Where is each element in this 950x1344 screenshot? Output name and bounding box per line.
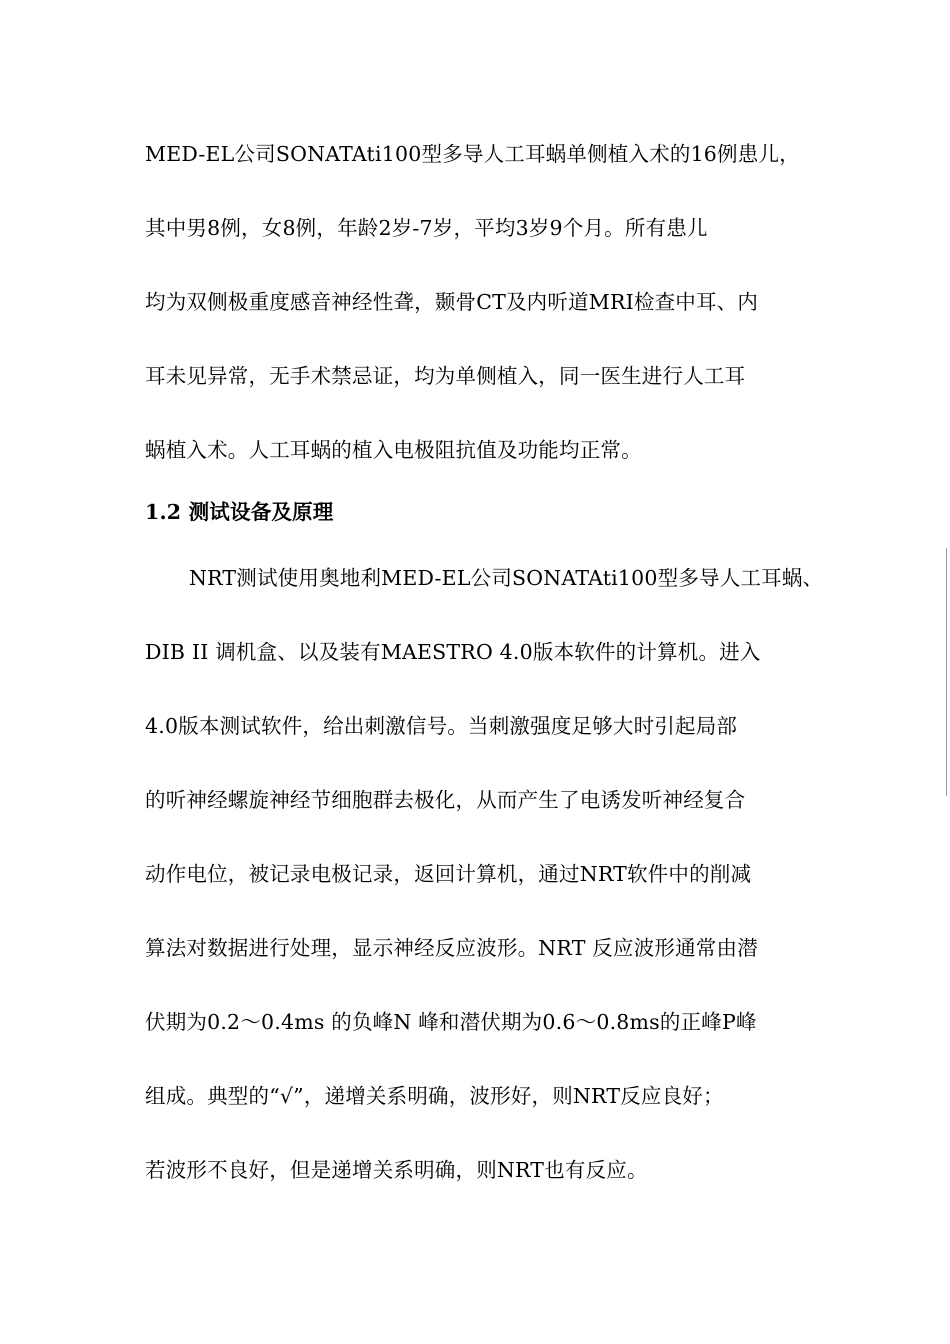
section-heading: 1.2 测试设备及原理 (145, 500, 334, 524)
paragraph-2-line-3: 4.0版本测试软件，给出刺激信号。当刺激强度足够大时引起局部 (145, 714, 738, 738)
paragraph-2-line-9: 若波形不良好，但是递增关系明确，则NRT也有反应。 (145, 1158, 648, 1182)
paragraph-2-line-2: DIB II 调机盒、以及装有MAESTRO 4.0版本软件的计算机。进入 (145, 640, 761, 664)
paragraph-2-line-4: 的听神经螺旋神经节细胞群去极化，从而产生了电诱发听神经复合 (145, 788, 746, 812)
paragraph-1-line-2: 其中男8例，女8例，年龄2岁-7岁，平均3岁9个月。所有患儿 (145, 216, 708, 240)
paragraph-1-line-5: 蜗植入术。人工耳蜗的植入电极阻抗值及功能均正常。 (145, 438, 642, 462)
paragraph-2-line-7: 伏期为0.2～0.4ms 的负峰N 峰和潜伏期为0.6～0.8ms的正峰P峰 (145, 1010, 757, 1034)
paragraph-1-line-4: 耳未见异常，无手术禁忌证，均为单侧植入，同一医生进行人工耳 (145, 364, 746, 388)
paragraph-1-line-3: 均为双侧极重度感音神经性聋，颞骨CT及内听道MRI检查中耳、内 (145, 290, 759, 314)
paragraph-1-line-1: MED-EL公司SONATAti100型多导人工耳蜗单侧植入术的16例患儿， (145, 142, 800, 166)
page-edge-scroll-indicator (946, 548, 947, 796)
paragraph-2-line-5: 动作电位，被记录电极记录，返回计算机，通过NRT软件中的削减 (145, 862, 752, 886)
paragraph-2-line-1: NRT测试使用奥地利MED-EL公司SONATAti100型多导人工耳蜗、 (189, 566, 824, 590)
paragraph-2-line-6: 算法对数据进行处理，显示神经反应波形。NRT 反应波形通常由潜 (145, 936, 758, 960)
paragraph-2-line-8: 组成。典型的“√”，递增关系明确，波形好，则NRT反应良好； (145, 1084, 724, 1108)
